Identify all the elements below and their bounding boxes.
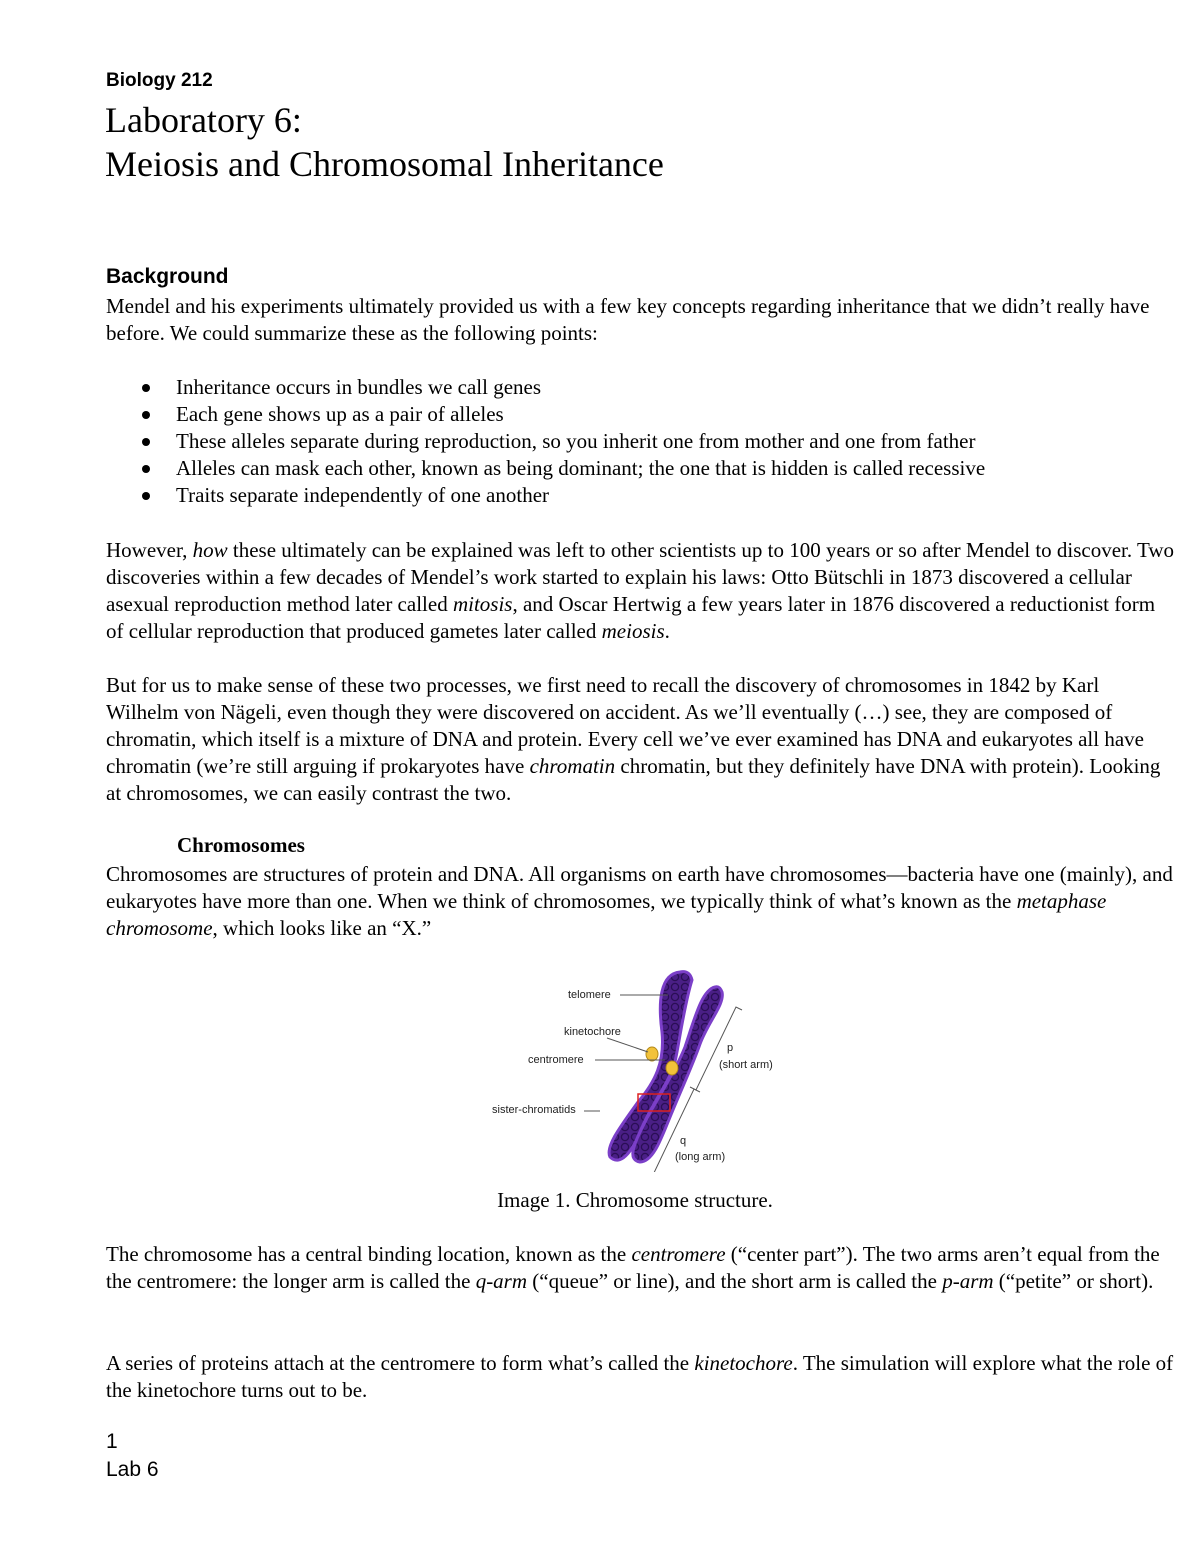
list-item: Traits separate independently of one another [106,482,1166,509]
bullet-icon [142,384,150,392]
label-sister-chromatids: sister-chromatids [492,1104,576,1116]
background-intro: Mendel and his experiments ultimately provided us with a few key concepts regarding inheritance that we didn’t really have before. We could summarize these as the following points: [106,294,1150,345]
list-item: Each gene shows up as a pair of alleles [106,401,1166,428]
label-kinetochore: kinetochore [564,1026,621,1038]
list-item: These alleles separate during reproduction, so you inherit one from mother and one from father [106,428,1166,455]
bullet-icon [142,411,150,419]
chromosome-diagram [480,962,820,1172]
list-item: Inheritance occurs in bundles we call genes [106,374,1166,401]
bullet-icon [142,465,150,473]
history-paragraph: However, how these ultimately can be explained was left to other scientists up to 100 years or so after Mendel to discover. Two discoveries within a few decades of Mendel’s work started to explain his laws: Otto Bütschli in 1873 discovered a cellular asexual reproduction method later called mitosis, and Oscar Hertwig a few years later in 1876 discovered a reductionist form of cellular reproduction that produced gametes later called meiosis. [106,538,1175,643]
label-short-arm: (short arm) [719,1059,773,1071]
bullet-icon [142,438,150,446]
centromere-paragraph: The chromosome has a central binding location, known as the centromere (“center part”). The two arms aren’t equal from the the centromere: the longer arm is called the q-arm (“queue” or line), and the short arm is called the p-arm (“petite” or short). [106,1242,1160,1293]
kinetochore-dot [646,1047,658,1061]
kinetochore-dot [666,1061,678,1075]
page-number: 1 [106,1430,118,1453]
label-q: q [680,1135,687,1147]
chromosome-discovery-paragraph: But for us to make sense of these two processes, we first need to recall the discovery of chromosomes in 1842 by Karl Wilhelm von Nägeli, even though they were discovered on accident. As we’ll eventually (…) see, they are composed of chromatin, which itself is a mixture of DNA and protein. Every cell we’ve ever examined has DNA and eukaryotes all have chromatin (we’re still arguing if prokaryotes have chromatin chromatin, but they definitely have DNA with protein). Looking at chromosomes, we can easily contrast the two. [106,673,1161,805]
label-p: p [727,1042,734,1054]
page-title [105,98,664,186]
course-label: Biology 212 [106,70,213,91]
label-long-arm: (long arm) [675,1151,726,1163]
bullet-icon [142,492,150,500]
label-telomere: telomere [568,989,611,1001]
title-line-1: Laboratory 6: [105,100,302,140]
list-item: Alleles can mask each other, known as being dominant; the one that is hidden is called recessive [106,455,1166,482]
key-concepts-list [106,374,1166,509]
label-centromere: centromere [528,1054,584,1066]
figure-caption: Image 1. Chromosome structure. [497,1188,773,1212]
chromosomes-paragraph: Chromosomes are structures of protein and DNA. All organisms on earth have chromosomes—bacteria have one (mainly), and eukaryotes have more than one. When we think of chromosomes, we typically think of what’s known as the metaphase chromosome, which looks like an “X.” [106,862,1173,940]
footer-label: Lab 6 [106,1458,159,1481]
chromosomes-heading: Chromosomes [177,833,305,857]
title-line-2: Meiosis and Chromosomal Inheritance [105,144,664,184]
background-heading: Background [106,265,229,288]
kinetochore-paragraph: A series of proteins attach at the centromere to form what’s called the kinetochore. The simulation will explore what the role of the kinetochore turns out to be. [106,1351,1174,1402]
